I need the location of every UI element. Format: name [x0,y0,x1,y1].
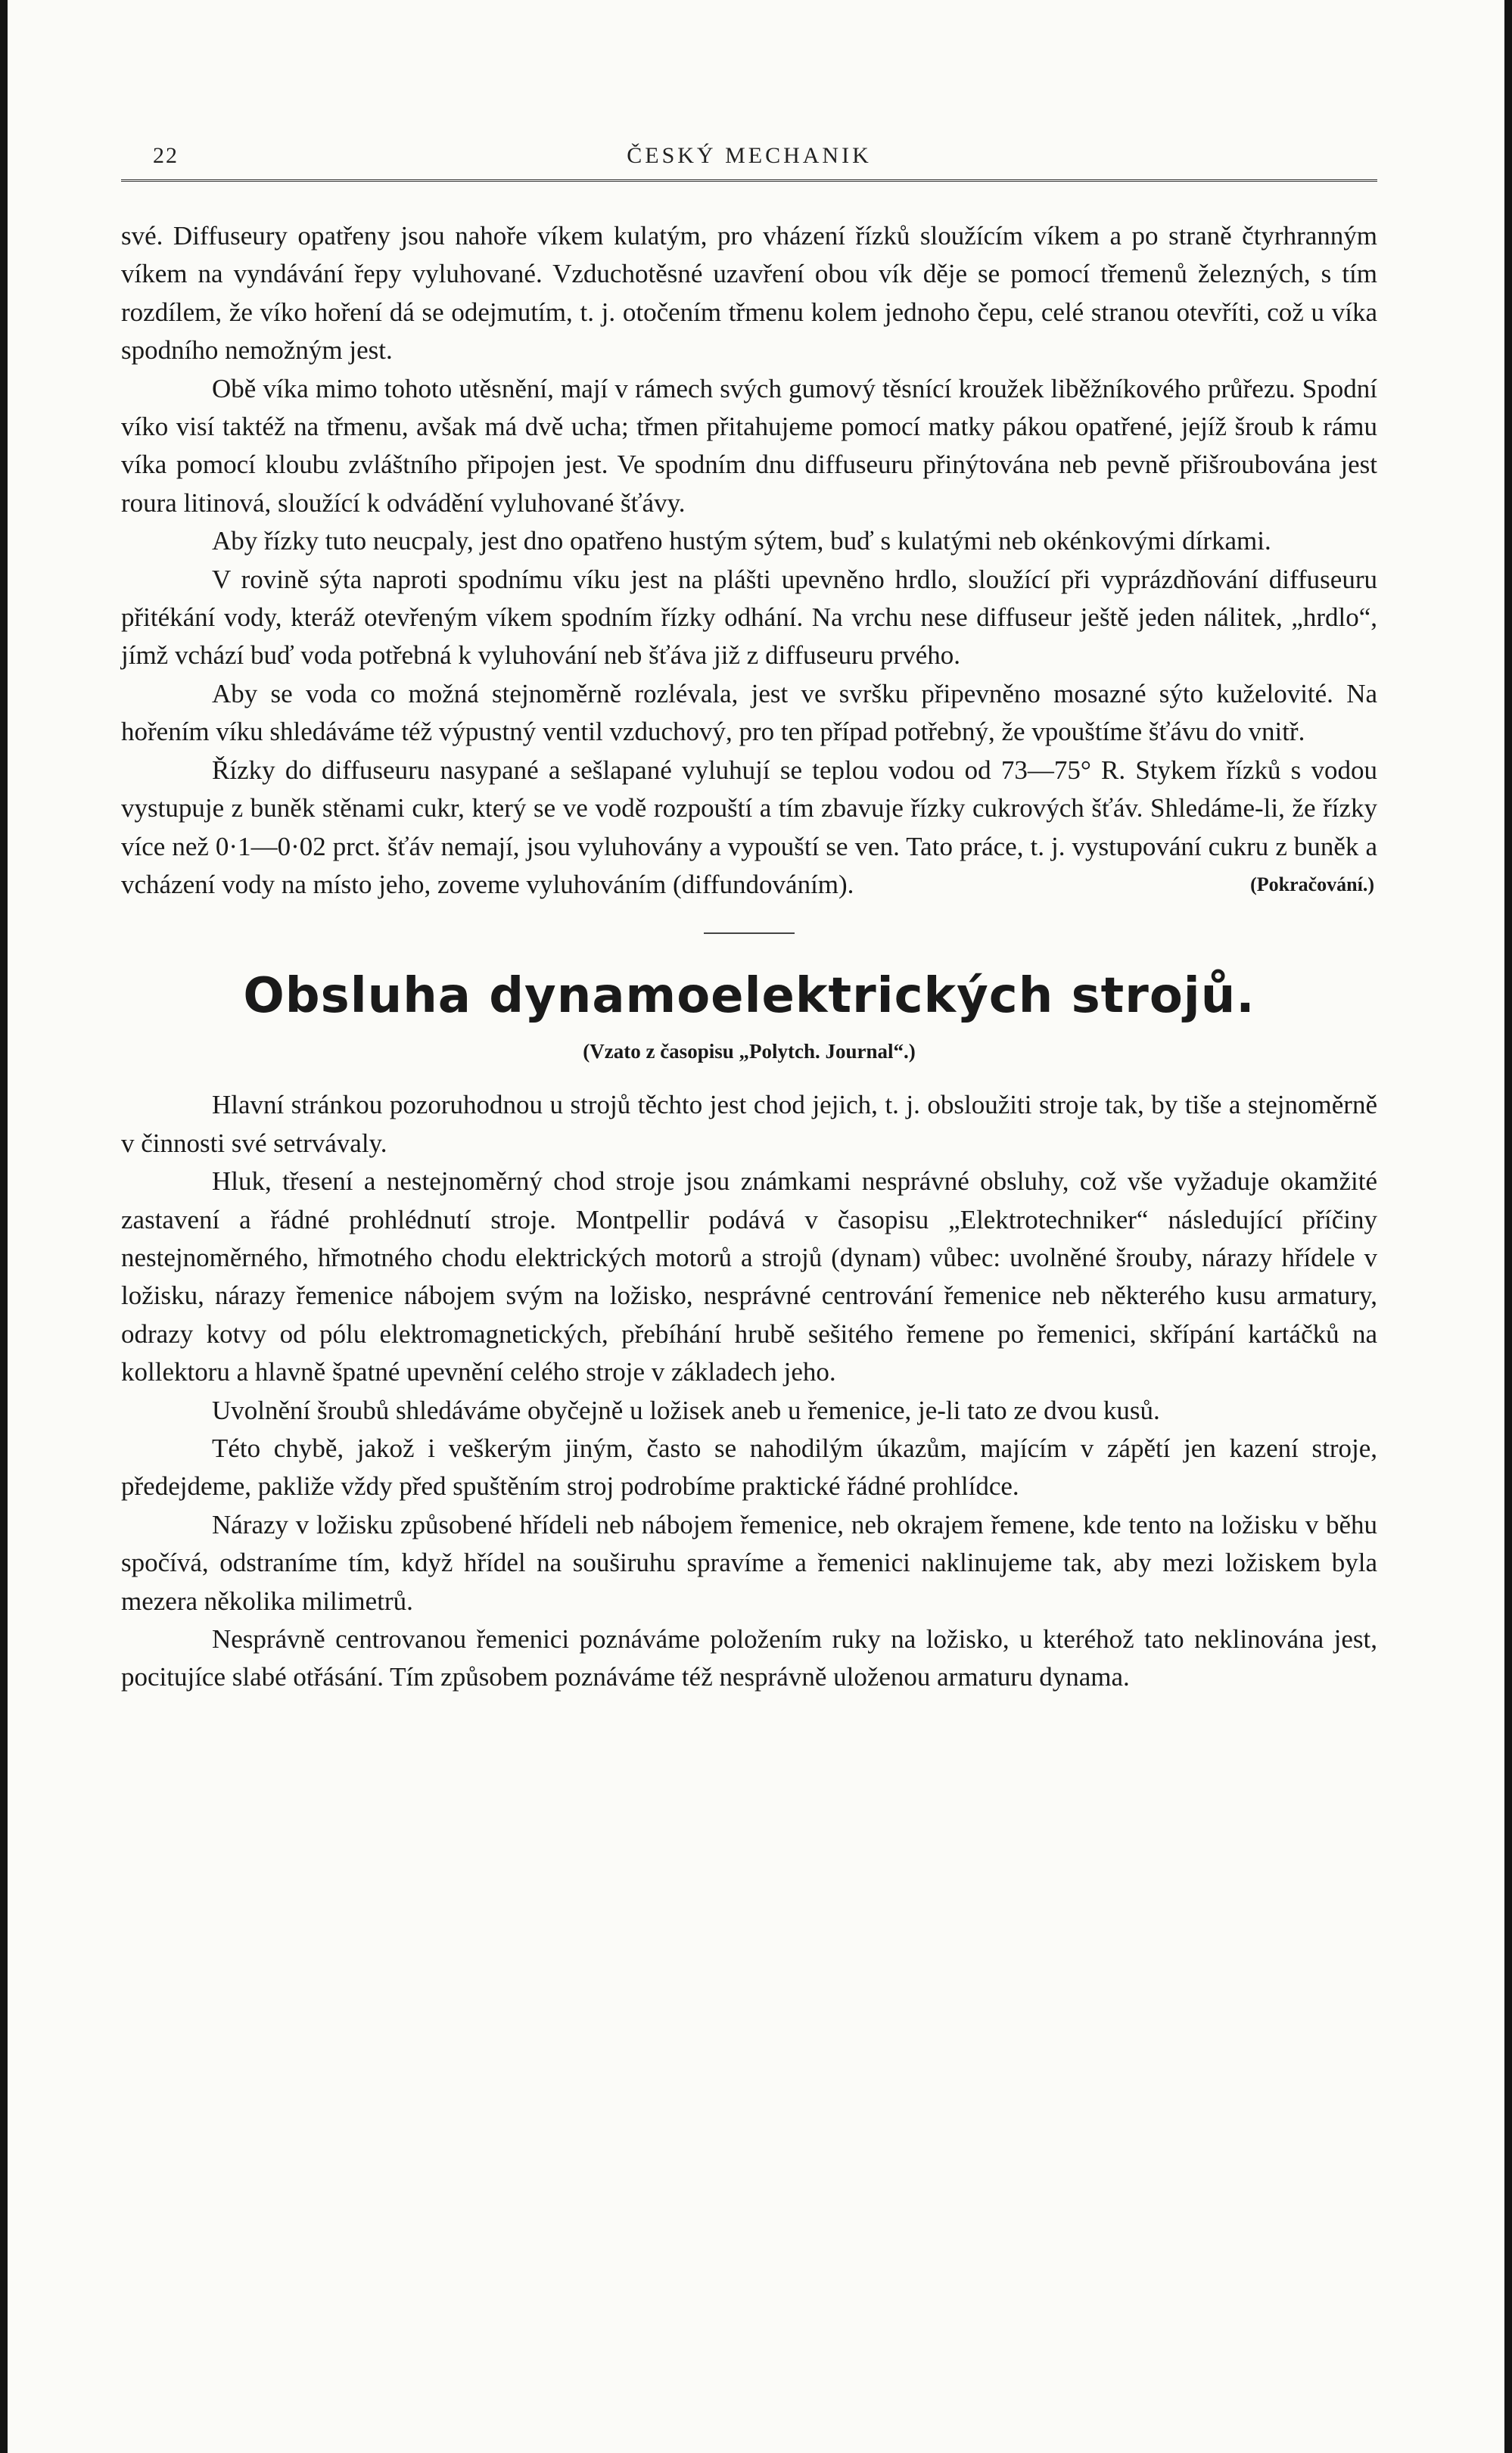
paragraph: Hlavní stránkou pozoruhodnou u strojů těchto jest chod jejich, t. j. obsloužiti stroje tak, by tiše a stejnoměrně v činnosti své setrvávaly. [121,1090,1377,1158]
article-diffusion [121,217,1377,904]
article-title: Obsluha dynamoelektrických strojů. [243,968,1255,1025]
page [121,140,1377,1697]
paragraph: Aby řízky tuto neucpaly, jest dno opatřeno hustým sýtem, buď s kulatými neb okénkovými dírkami. [212,526,1271,556]
header-rule [121,179,1377,184]
page-number: 22 [153,143,179,168]
journal-title: ČESKÝ MECHANIK [627,143,872,168]
paragraph: V rovině sýta naproti spodnímu víku jest na plášti upevněno hrdlo, sloužící při vyprázdňování diffuseuru přitékání vody, kteráž otevřeným víkem spodním řízky odhání. Na vrchu nese diffuseur ještě jeden nálitek, „hrdlo“, jímž vchází buď voda potřebná k vyluhování neb šťáva již z diffuseuru prvého. [121,564,1377,671]
paragraph: Aby se voda co možná stejnoměrně rozlévala, jest ve svršku připevněno mosazné sýto kuželovité. Na hořením víku shledáváme též výpustný ventil vzduchový, pro ten případ potřebný, že vpouštíme šťávu do vnitř. [121,678,1377,747]
paragraph: Nárazy v ložisku způsobené hřídeli neb nábojem řemenice, neb okrajem řemene, kde tento na ložisku v běhu spočívá, odstraníme tím, když hřídel na souširuhu spravíme a řemenici naklinujeme tak, aby mezi ložiskem byla mezera několika milimetrů. [121,1509,1377,1616]
paragraph: Obě víka mimo tohoto utěsnění, mají v rámech svých gumový těsnící kroužek liběžníkového průřezu. Spodní víko visí taktéž na třmenu, avšak má dvě ucha; třmen přitahujeme pomocí matky pákou opatřené, jejíž šroub k rámu víka pomocí kloubu zvláštního připojen jest. Ve spodním dnu diffuseuru přinýtována neb pevně přišroubována jest roura litinová, sloužící k odvádění vyluhované šťávy. [121,373,1377,518]
paragraph: Hluk, třesení a nestejnoměrný chod stroje jsou známkami nesprávné obsluhy, což vše vyžaduje okamžité zastavení a řádné prohlédnutí stroje. Montpellir podává v časopisu „Elektrotechniker“ následující příčiny nestejnoměrného, hřmotného chodu elektrických motorů a strojů (dynam) vůbec: uvolněné šrouby, nárazy hřídele v ložisku, nárazy řemenice nábojem svým na ložisko, nesprávné centrování řemenice neb některého kusu armatury, odrazy kotvy od pólu elektromagnetických, přebíhání hrubě sešitého řemene po řemenici, skřípání kartáčků na kollektoru a hlavně špatné upevnění celého stroje v základech jeho. [121,1166,1377,1387]
page-left-edge [0,0,8,2453]
paragraph: Uvolnění šroubů shledáváme obyčejně u ložisek aneb u řemenice, je-li tato ze dvou kusů. [212,1395,1160,1425]
page-right-edge [1504,0,1512,2453]
paragraph: Nesprávně centrovanou řemenici poznáváme položením ruky na ložisko, u kteréhož tato neklinována jest, pocitujíce slabé otřásání. Tím způsobem poznáváme též nesprávně uloženou armaturu dynama. [121,1624,1377,1692]
running-head [121,140,1377,179]
article-source: (Vzato z časopisu „Polytch. Journal“.) [583,1040,916,1063]
article-separator [704,932,795,934]
paragraph: Řízky do diffuseuru nasypané a sešlapané vyluhují se teplou vodou od 73—75° R. Stykem řízků s vodou vystupuje z buněk stěnami cukr, který se ve vodě rozpouští a tím zbavuje řízky cukrových šťáv. Shledáme-li, že řízky více než 0·1—0·02 prct. šťáv nemají, jsou vyluhovány a vypouští se ven. Tato práce, t. j. vystupování cukru z buněk a vcházení vody na místo jeho, zoveme vyluhováním (diffundováním). [121,755,1377,899]
article-dynamo [121,964,1377,1697]
paragraph: své. Diffuseury opatřeny jsou nahoře víkem kulatým, pro vházení řízků sloužícím víkem a po straně čtyrhranným víkem na vyndávání řepy vyluhované. Vzduchotěsné uzavření obou vík děje se pomocí třemenů železných, s tím rozdílem, že víko hoření dá se odejmutím, t. j. otočením třmenu kolem jednoho čepu, celé stranou otevříti, což u víka spodního nemožným jest. [121,221,1377,366]
paragraph: Této chybě, jakož i veškerým jiným, často se nahodilým úkazům, majícím v zápětí jen kazení stroje, předejdeme, pakliže vždy před spuštěním stroj podrobíme praktické řádné prohlídce. [121,1433,1377,1502]
continued-note: (Pokračování.) [1250,873,1374,896]
